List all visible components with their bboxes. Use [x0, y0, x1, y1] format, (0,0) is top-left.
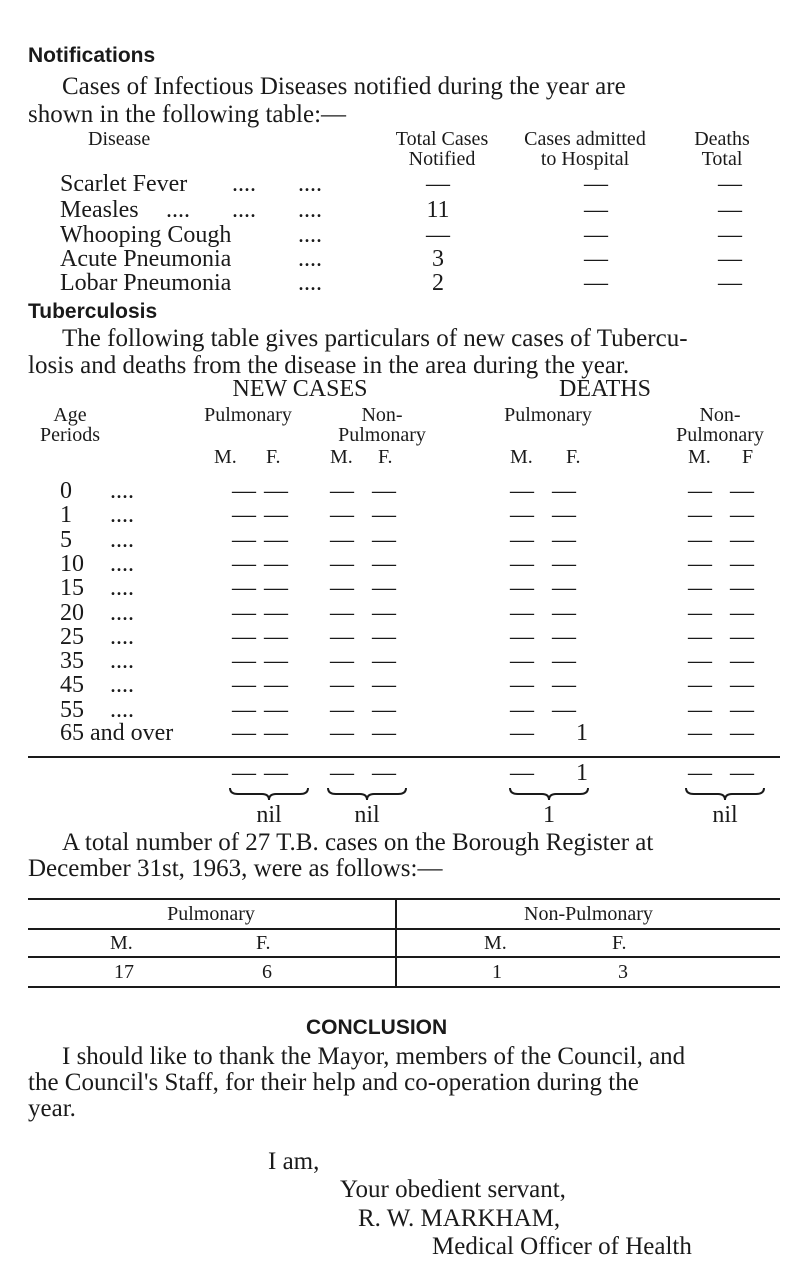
admitted-cases: — — [584, 197, 608, 223]
dash: — — [232, 672, 256, 699]
register-non-m-value: 1 — [492, 961, 502, 983]
dash: — — [264, 623, 288, 650]
leader-dots: .... — [166, 197, 190, 223]
dash: — — [264, 502, 288, 529]
conclusion-line1: I should like to thank the Mayor, members of the Council, and — [62, 1043, 686, 1070]
age-label: 65 and over — [60, 720, 174, 746]
new-pulmonary-header: Pulmonary — [204, 404, 292, 426]
dash: — — [232, 478, 256, 504]
dash: — — [232, 623, 256, 650]
dash: — — [372, 550, 396, 577]
brace-death-non-pulmonary — [684, 786, 766, 802]
dash: — — [330, 478, 354, 504]
col-admitted-header-1: Cases admitted — [524, 128, 646, 150]
register-line1: A total number of 27 T.B. cases on the Borough Register at — [62, 829, 654, 856]
dash: — — [730, 648, 754, 675]
dash: — — [264, 696, 288, 723]
age-header-1: Age — [53, 404, 87, 426]
leader-dots: .... — [110, 502, 134, 529]
disease-name: Measles — [60, 197, 139, 223]
dash: — — [730, 575, 754, 602]
leader-dots: .... — [298, 246, 322, 272]
deaths-total: — — [718, 197, 742, 223]
age-label: 5 — [60, 526, 72, 553]
age-label: 10 — [60, 550, 84, 577]
dash: — — [232, 696, 256, 723]
disease-name: Scarlet Fever — [60, 171, 188, 197]
dash: — — [730, 550, 754, 577]
dash: — — [330, 760, 354, 786]
age-label: 35 — [60, 648, 84, 675]
closing-servant: Your obedient servant, — [340, 1176, 566, 1203]
signature-name: R. W. MARKHAM, — [358, 1205, 561, 1232]
dash: — — [688, 550, 712, 577]
dash: — — [232, 575, 256, 602]
new-non-pulmonary-header-1: Non- — [361, 404, 403, 426]
dash: — — [552, 526, 576, 553]
dash: — — [552, 599, 576, 626]
dash: — — [688, 478, 712, 504]
dash: — — [688, 648, 712, 675]
dash: — — [552, 696, 576, 723]
new-pulm-m-label: M. — [214, 446, 237, 468]
col-deaths-header-2: Total — [701, 148, 743, 170]
age-label: 0 — [60, 478, 72, 504]
deaths-total: — — [718, 246, 742, 272]
summary-death-non-pulmonary: nil — [712, 802, 738, 828]
new-non-f-label: F. — [378, 446, 393, 468]
admitted-cases: — — [584, 222, 608, 248]
dash: — — [232, 648, 256, 675]
dash: — — [510, 478, 534, 504]
death-pulm-m-label: M. — [510, 446, 533, 468]
register-non-f-value: 3 — [618, 961, 628, 983]
dash: — — [232, 550, 256, 577]
total-cases: — — [426, 171, 450, 197]
dash: — — [264, 478, 288, 504]
leader-dots: .... — [110, 526, 134, 553]
dash: — — [730, 599, 754, 626]
conclusion-line2: the Council's Staff, for their help and co-operation during the — [28, 1069, 639, 1096]
admitted-cases: — — [584, 171, 608, 197]
dash: — — [372, 648, 396, 675]
dash: — — [372, 478, 396, 504]
dash: — — [330, 599, 354, 626]
age-label: 45 — [60, 672, 84, 699]
total-cases: — — [426, 222, 450, 248]
leader-dots: .... — [232, 171, 256, 197]
summary-new-non-pulmonary: nil — [354, 802, 380, 828]
dash: — — [372, 720, 396, 746]
dash: — — [688, 696, 712, 723]
register-pulm-f-label: F. — [256, 932, 271, 954]
dash: — — [264, 760, 288, 786]
dash: — — [372, 623, 396, 650]
age-header-2: Periods — [40, 424, 100, 446]
dash: — — [264, 599, 288, 626]
dash: — — [372, 502, 396, 529]
register-line2: December 31st, 1963, were as follows:— — [28, 855, 443, 882]
summary-death-pulmonary: 1 — [543, 802, 555, 828]
dash: — — [730, 720, 754, 746]
dash: — — [264, 720, 288, 746]
deaths-total: — — [718, 171, 742, 197]
dash: — — [510, 672, 534, 699]
signature-title: Medical Officer of Health — [432, 1233, 692, 1260]
tuberculosis-intro-line1: The following table gives particulars of new cases of Tubercu- — [62, 325, 688, 352]
dash: — — [688, 672, 712, 699]
new-non-pulmonary-header-2: Pulmonary — [338, 424, 426, 446]
death-non-m-label: M. — [688, 446, 711, 468]
dash: — — [730, 478, 754, 504]
total-death-pulm-f: 1 — [576, 760, 588, 786]
total-cases: 3 — [432, 246, 444, 272]
death-non-pulmonary-header-2: Pulmonary — [676, 424, 764, 446]
dash: — — [688, 502, 712, 529]
dash: — — [510, 526, 534, 553]
deaths-total: — — [718, 270, 742, 296]
death-pulm-f-value: 1 — [576, 720, 588, 746]
leader-dots: .... — [110, 478, 134, 504]
dash: — — [264, 575, 288, 602]
register-pulm-m-label: M. — [110, 932, 133, 954]
leader-dots: .... — [298, 270, 322, 296]
dash: — — [372, 575, 396, 602]
leader-dots: .... — [110, 648, 134, 675]
tuberculosis-heading: Tuberculosis — [28, 300, 158, 323]
leader-dots: .... — [298, 197, 322, 223]
dash: — — [730, 672, 754, 699]
age-label: 20 — [60, 599, 84, 626]
dash: — — [330, 623, 354, 650]
age-label: 25 — [60, 623, 84, 650]
dash: — — [232, 502, 256, 529]
register-rule-header — [28, 928, 780, 930]
dash: — — [372, 526, 396, 553]
dash: — — [232, 599, 256, 626]
dash: — — [730, 526, 754, 553]
total-cases: 2 — [432, 270, 444, 296]
age-label: 15 — [60, 575, 84, 602]
dash: — — [372, 599, 396, 626]
leader-dots: .... — [298, 171, 322, 197]
brace-new-non-pulmonary — [326, 786, 408, 802]
dash: — — [510, 550, 534, 577]
dash: — — [264, 648, 288, 675]
col-disease-header: Disease — [88, 128, 151, 150]
tuberculosis-intro-line2: losis and deaths from the disease in the area during the year. — [28, 352, 630, 379]
closing-i-am: I am, — [268, 1148, 320, 1175]
dash: — — [552, 502, 576, 529]
register-pulm-m-value: 17 — [114, 961, 134, 983]
new-non-m-label: M. — [330, 446, 353, 468]
dash: — — [372, 672, 396, 699]
dash: — — [330, 672, 354, 699]
deaths-total: — — [718, 222, 742, 248]
col-total-header-1: Total Cases — [395, 128, 489, 150]
notifications-heading: Notifications — [28, 44, 156, 67]
register-rule-top — [28, 898, 780, 900]
age-label: 1 — [60, 502, 72, 529]
death-pulmonary-header: Pulmonary — [504, 404, 592, 426]
register-non-pulmonary-header: Non-Pulmonary — [524, 903, 653, 925]
new-cases-header: NEW CASES — [232, 376, 368, 402]
dash: — — [510, 599, 534, 626]
dash: — — [330, 648, 354, 675]
dash: — — [330, 575, 354, 602]
dash: — — [688, 720, 712, 746]
dash: — — [330, 502, 354, 529]
dash: — — [730, 696, 754, 723]
leader-dots: .... — [110, 575, 134, 602]
dash: — — [730, 623, 754, 650]
dash: — — [264, 672, 288, 699]
dash: — — [688, 526, 712, 553]
leader-dots: .... — [110, 599, 134, 626]
register-non-f-label: F. — [612, 932, 627, 954]
admitted-cases: — — [584, 270, 608, 296]
dash: — — [552, 550, 576, 577]
death-non-f-label: F — [742, 446, 754, 468]
dash: — — [552, 623, 576, 650]
dash: — — [552, 575, 576, 602]
death-non-pulmonary-header-1: Non- — [699, 404, 741, 426]
leader-dots: .... — [232, 197, 256, 223]
dash: — — [688, 599, 712, 626]
dash: — — [510, 648, 534, 675]
register-rule-bottom — [28, 986, 780, 988]
dash: — — [372, 760, 396, 786]
death-pulm-f-label: F. — [566, 446, 581, 468]
dash: — — [688, 575, 712, 602]
disease-name: Acute Pneumonia — [60, 246, 232, 272]
dash: — — [264, 526, 288, 553]
leader-dots: .... — [110, 623, 134, 650]
admitted-cases: — — [584, 246, 608, 272]
leader-dots: .... — [110, 672, 134, 699]
dash: — — [232, 720, 256, 746]
dash: — — [510, 760, 534, 786]
total-cases: 11 — [426, 197, 450, 223]
dash: — — [688, 623, 712, 650]
col-total-header-2: Notified — [408, 148, 476, 170]
disease-name: Lobar Pneumonia — [60, 270, 232, 296]
dash: — — [264, 550, 288, 577]
dash: — — [330, 720, 354, 746]
disease-name: Whooping Cough — [60, 222, 232, 248]
notifications-intro-line1: Cases of Infectious Diseases notified during the year are — [62, 73, 626, 100]
dash: — — [730, 502, 754, 529]
register-pulm-f-value: 6 — [262, 961, 272, 983]
conclusion-heading: CONCLUSION — [306, 1016, 448, 1039]
leader-dots: .... — [110, 550, 134, 577]
dash: — — [552, 672, 576, 699]
dash: — — [552, 478, 576, 504]
brace-death-pulmonary — [508, 786, 590, 802]
dash: — — [730, 760, 754, 786]
register-pulmonary-header: Pulmonary — [167, 903, 255, 925]
dash: — — [232, 526, 256, 553]
dash: — — [510, 575, 534, 602]
col-admitted-header-2: to Hospital — [540, 148, 630, 170]
register-rule-mid — [28, 956, 780, 958]
age-label: 55 — [60, 696, 84, 723]
dash: — — [372, 696, 396, 723]
register-non-m-label: M. — [484, 932, 507, 954]
dash: — — [552, 648, 576, 675]
dash: — — [330, 696, 354, 723]
dash: — — [330, 526, 354, 553]
dash: — — [510, 502, 534, 529]
deaths-header: DEATHS — [558, 376, 651, 402]
dash: — — [232, 760, 256, 786]
conclusion-line3: year. — [28, 1095, 76, 1122]
leader-dots: .... — [298, 222, 322, 248]
leader-dots: .... — [110, 696, 134, 723]
notifications-intro-line2: shown in the following table:— — [28, 101, 347, 128]
brace-new-pulmonary — [228, 786, 310, 802]
dash: — — [330, 550, 354, 577]
new-pulm-f-label: F. — [266, 446, 281, 468]
table-rule — [28, 756, 780, 758]
dash: — — [688, 760, 712, 786]
dash: — — [510, 720, 534, 746]
dash: — — [510, 623, 534, 650]
summary-new-pulmonary: nil — [256, 802, 282, 828]
dash: — — [510, 696, 534, 723]
col-deaths-header-1: Deaths — [694, 128, 750, 150]
